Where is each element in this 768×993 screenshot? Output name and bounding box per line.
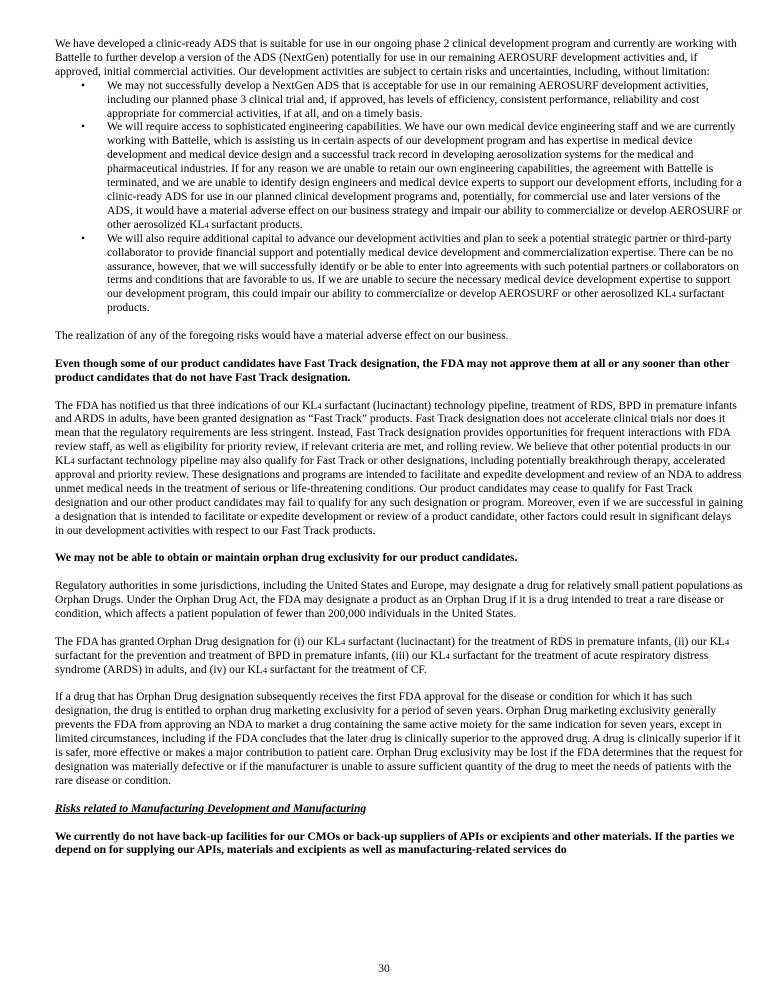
bullet-item [55,233,743,316]
fast-track-heading: Even though some of our product candidates have Fast Track designation, the FDA may not approve them at all or any sooner than other product candidates that do not have Fast Track designation. [55,357,730,384]
bullet-item [55,80,743,122]
bullet-text: We may not successfully develop a NextGen ADS that is acceptable for use in our remaining AEROSURF development activities, including our planned phase 3 clinical trial and, if approved, has levels of efficiency, consistent performance, reliability and cost appropriate for commercial activities, if at all, and on a timely basis. [107,79,709,120]
page-number: 30 [378,963,390,975]
document-page [55,38,743,858]
bullet-icon: • [81,79,86,92]
bullet-text: We will also require additional capital to advance our development activities and plan to seek a potential strategic partner or third-party collaborator to provide financial support and potentially medical device development and commercialization expertise. There can be no assurance, however, that we will successfully identify or be able to enter into agreements with such potential partners or collaborators on terms and conditions that are favorable to us. If we are unable to secure the necessary medical device development expertise to support our development program, this could impair our ability to commercialize or develop AEROSURF or other aerosolized KL4 surfactant products. [107,232,739,315]
risk-bullet-list [55,80,743,316]
orphan-paragraph-1: Regulatory authorities in some jurisdictions, including the United States and Europe, may designate a drug for relatively small patient populations as Orphan Drugs. Under the Orphan Drug Act, the FDA may designate a product as an Orphan Drug if it is a drug intended to treat a rare disease or condition, which affects a patient population of fewer than 200,000 individuals in the United States. [55,580,743,621]
bullet-item [55,121,743,232]
manufacturing-section-title: Risks related to Manufacturing Development and Manufacturing [55,802,367,815]
fast-track-paragraph: The FDA has notified us that three indications of our KL4 surfactant (lucinactant) technology pipeline, treatment of RDS, BPD in premature infants and ARDS in adults, have been granted designation as “Fast Track” products. Fast Track designation does not accelerate clinical trials nor does it mean that the regulatory requirements are less stringent. Instead, Fast Track designation provides opportunities for frequent interactions with FDA review staff, as well as eligibility for priority review, if relevant criteria are met, and rolling review. We believe that other potential products in our KL4 surfactant technology pipeline may also qualify for Fast Track or other designations, including potentially breakthrough therapy, accelerated approval and priority review. These designations and programs are intended to facilitate and expedite development and review of an NDA to address unmet medical needs in the treatment of serious or life-threatening conditions. Our product candidates may cease to qualify for Fast Track designation and our other product candidates may fail to qualify for any such designation or program. Moreover, even if we are successful in gaining a designation that is intended to facilitate or expedite development or review of a product candidate, other factors could result in significant delays in our development activities with respect to our Fast Track products. [55,399,743,537]
orphan-heading: We may not be able to obtain or maintain orphan drug exclusivity for our product candidates. [55,552,518,565]
realization-paragraph: The realization of any of the foregoing risks would have a material adverse effect on our business. [55,330,509,343]
bullet-text: We will require access to sophisticated engineering capabilities. We have our own medical device engineering staff and we are currently working with Battelle, which is assisting us in certain aspects of our development program and has expertise in medical device development and medical device design and a successful track record in developing aerosolization systems for the medical and pharmaceutical industries. If for any reason we are unable to retain our own engineering capabilities, the agreement with Battelle is terminated, and we are unable to identify design engineers and medical device experts to support our development efforts, including for a clinic-ready ADS for use in our planned clinical development programs and, potentially, for commercial use and later versions of the ADS, it would have a material adverse effect on our business strategy and impair our ability to commercialize or develop AEROSURF or other aerosolized KL4 surfactant products. [107,121,742,231]
bullet-icon: • [81,121,86,134]
backup-facilities-heading: We currently do not have back-up facilities for our CMOs or back-up suppliers of APIs or excipients and other materials. If the parties we depend on for supplying our APIs, materials and excipients as well as manufacturing-related services do [55,830,735,857]
orphan-paragraph-3: If a drug that has Orphan Drug designation subsequently receives the first FDA approval for the disease or condition for which it has such designation, the drug is entitled to orphan drug marketing exclusivity for a period of seven years. Orphan Drug marketing exclusivity generally prevents the FDA from approving an NDA to market a drug containing the same active moiety for the same indication for seven years, except in limited circumstances, including if the FDA concludes that the later drug is clinically superior to the approved drug. A drug is clinically superior if it is safer, more effective or makes a major contribution to patient care. Orphan Drug exclusivity may be lost if the FDA determines that the request for designation was materially defective or if the manufacturer is unable to assure sufficient quantity of the drug to meet the needs of patients with the rare disease or condition. [55,691,743,787]
bullet-icon: • [81,232,86,245]
intro-paragraph: We have developed a clinic-ready ADS that is suitable for use in our ongoing phase 2 clinical development program and currently are working with Battelle to further develop a version of the ADS (NextGen) potentially for use in our remaining AEROSURF development activities and, if approved, initial commercial activities. Our development activities are subject to certain risks and uncertainties, including, without limitation: [55,38,737,78]
orphan-paragraph-2: The FDA has granted Orphan Drug designation for (i) our KL4 surfactant (lucinactant) for the treatment of RDS in premature infants, (ii) our KL4 surfactant for the prevention and treatment of BPD in premature infants, (iii) our KL4 surfactant for the treatment of acute respiratory distress syndrome (ARDS) in adults, and (iv) our KL4 surfactant for the treatment of CF. [55,635,730,676]
